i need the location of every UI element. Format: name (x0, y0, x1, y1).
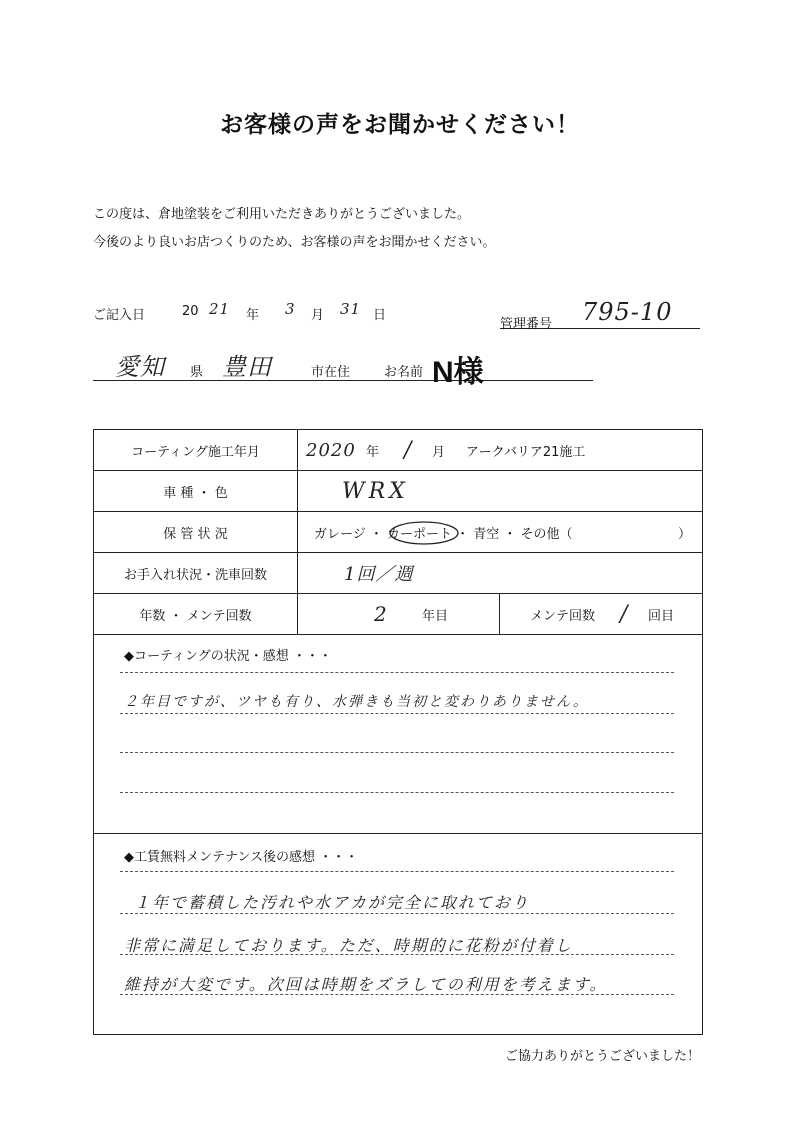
coating-year-label: 年 (366, 444, 380, 460)
date-day-label: 日 (373, 308, 387, 323)
car-model-label: 車 種 ・ 色 (94, 471, 298, 511)
date-label: ご記入日 (93, 308, 146, 323)
years-divider (499, 594, 500, 634)
intro-line-2: 今後のより良いお店つくりのため、お客様の声をお聞かせください。 (93, 235, 496, 250)
impressions-title: ◆コーティングの状況・感想 ・・・ (124, 649, 332, 664)
dashed-line (120, 913, 674, 914)
row-care (94, 553, 702, 594)
city-handwritten: 豊田 (222, 353, 272, 381)
dashed-line (120, 871, 674, 872)
dashed-line (120, 713, 674, 714)
date-month-handwritten: 3 (285, 300, 296, 318)
section-impressions (94, 635, 702, 834)
name-label: お名前 (384, 365, 424, 380)
storage-options: ガレージ ・ カーポート ・ 青空 ・ その他（ (314, 526, 573, 542)
customer-name: N様 (432, 356, 484, 389)
date-year-prefix: 20 (182, 304, 199, 319)
coating-month-label: 月 (432, 444, 446, 460)
footer-thanks: ご協力ありがとうございました！ (504, 1049, 700, 1064)
maintenance-count-unit: 回目 (648, 608, 675, 624)
impressions-line-1: ２年目ですが、ツヤも有り、水弾きも当初と変わりありません。 (124, 694, 589, 710)
maintenance-count-label: メンテ回数 (530, 608, 596, 624)
after-maintenance-title: ◆工賃無料メンテナンス後の感想 ・・・ (124, 850, 359, 865)
carport-circle-mark (386, 518, 462, 548)
dashed-line (120, 752, 674, 753)
prefecture-label: 県 (190, 365, 204, 380)
dashed-line (120, 672, 674, 673)
management-number-label: 管理番号 (500, 317, 553, 332)
prefecture-handwritten: 愛知 (115, 353, 165, 381)
city-label: 市在住 (311, 365, 351, 380)
years-handwritten: 2 (374, 602, 388, 626)
dashed-line (120, 792, 674, 793)
row-car-model (94, 471, 702, 512)
after-maintenance-line-3: 維持が大変です。次回は時期をズラしての利用を考えます。 (124, 975, 608, 994)
date-year-label: 年 (246, 308, 260, 323)
date-year-handwritten: 21 (209, 300, 231, 318)
years-maintenance-label: 年数 ・ メンテ回数 (94, 594, 298, 634)
section-after-maintenance (94, 834, 702, 1034)
care-handwritten: 1回／週 (344, 564, 414, 585)
coating-month-handwritten: / (404, 437, 413, 463)
care-label: お手入れ状況・洗車回数 (94, 553, 298, 593)
dashed-line (120, 954, 674, 955)
date-month-label: 月 (311, 308, 325, 323)
years-label: 年目 (422, 608, 449, 624)
storage-other-close: ） (678, 526, 692, 542)
maintenance-count-handwritten: / (620, 601, 629, 627)
management-number-value: 795-10 (582, 298, 673, 326)
row-years-maintenance (94, 594, 702, 635)
management-number-field (500, 298, 700, 332)
dashed-line (120, 994, 674, 995)
intro-line-1: この度は、倉地塗装をご利用いただきありがとうございました。 (93, 207, 471, 222)
row-storage (94, 512, 702, 553)
storage-label: 保 管 状 況 (94, 512, 298, 552)
row-coating-date (94, 430, 702, 471)
after-maintenance-line-1: １年で蓄積した汚れや水アカが完全に取れており (134, 893, 530, 912)
after-maintenance-line-2: 非常に満足しております。ただ、時期的に花粉が付着し (124, 936, 573, 955)
survey-form (93, 429, 703, 1035)
car-model-handwritten: WRX (342, 478, 409, 504)
coating-product: アークバリア21施工 (466, 444, 586, 460)
coating-date-label: コーティング施工年月 (94, 430, 298, 470)
page-title: お客様の声をお聞かせください！ (220, 112, 580, 138)
coating-year-handwritten: 2020 (306, 439, 356, 461)
date-day-handwritten: 31 (340, 300, 362, 318)
